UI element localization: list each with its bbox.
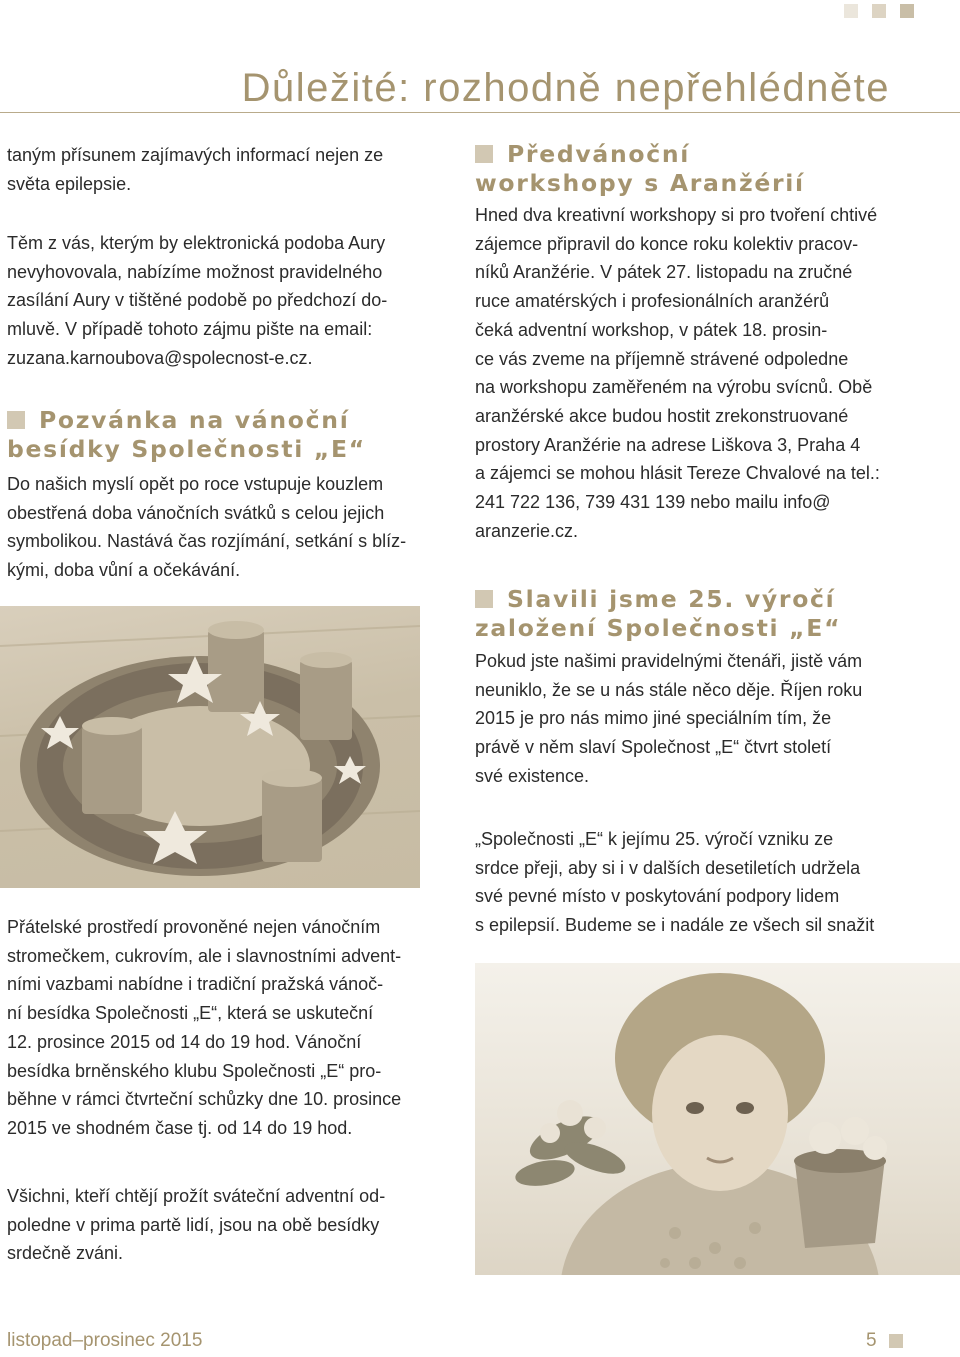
heading-line: založení Společnosti „E“ [475, 614, 842, 642]
left-print-offer [7, 229, 427, 373]
paragraph-line: 12. prosince 2015 od 14 do 19 hod. Vánoční [7, 1031, 362, 1052]
paragraph-line: zájemce připravil do konce roku kolektiv pracov- [475, 233, 859, 254]
website-link[interactable]: aranzerie.cz. [475, 520, 579, 541]
square-icon [844, 4, 858, 18]
paragraph-line: 2015 ve shodném čase tj. od 14 do 19 hod. [7, 1117, 353, 1138]
paragraph-line: ruce amatérských i profesionálních aranžérů [475, 291, 830, 312]
paragraph-line: 241 722 136, 739 431 139 nebo mailu info@ [475, 492, 831, 513]
wish-text [475, 825, 905, 940]
paragraph-line: srdečně zváni. [7, 1243, 124, 1264]
paragraph-line: „Společnosti „E“ k jejímu 25. výročí vzniku ze [475, 829, 834, 849]
advent-wreath-photo [0, 606, 420, 888]
square-icon [900, 4, 914, 18]
issue-date: listopad–prosinec 2015 [7, 1330, 203, 1351]
paragraph-line: Do našich myslí opět po roce vstupuje kouzlem [7, 474, 384, 494]
paragraph-line: stromečkem, cukrovím, ale i slavnostními advent- [7, 945, 402, 966]
paragraph-line: prostory Aranžérie na adrese Liškova 3, Praha 4 [475, 434, 861, 455]
paragraph-line: besídka brněnského klubu Společnosti „E“ pro- [7, 1060, 382, 1081]
heading-line: Pozvánka na vánoční [39, 406, 350, 434]
paragraph-line: obestřená doba vánočních svátků s celou jejich [7, 502, 385, 523]
paragraph-line: ními vazbami nabídne i tradiční pražská vánoč- [7, 974, 384, 995]
heading-line: Slavili jsme 25. výročí [507, 585, 836, 613]
paragraph-line: taným přísunem zajímavých informací nejen ze [7, 145, 384, 165]
paragraph-line: aranžérské akce budou hostit zrekonstruované [475, 405, 849, 426]
paragraph-line: své existence. [475, 765, 590, 786]
square-icon [872, 4, 886, 18]
workshop-heading [475, 140, 905, 198]
heading-line: workshopy s Aranžérií [475, 169, 805, 197]
paragraph-line: neuniklo, že se u nás stále něco děje. Říjen roku [475, 679, 863, 700]
paragraph-line: a zájemci se mohou hlásit Tereze Chvalové na tel.: [475, 463, 880, 484]
heading-line: besídky Společnosti „E“ [7, 435, 366, 463]
event-text [7, 913, 427, 1143]
square-bullet-icon [475, 145, 493, 163]
closing-text [7, 1182, 427, 1268]
paragraph-line: ce vás zveme na příjemně strávené odpoledne [475, 348, 849, 369]
paragraph-line: Všichni, kteří chtějí prožít sváteční adventní od- [7, 1186, 386, 1206]
paragraph-line: níků Aranžérie. V pátek 27. listopadu na zručné [475, 262, 853, 283]
paragraph-line: nevyhovovala, nabízíme možnost pravidelného [7, 261, 383, 282]
anniversary-heading [475, 585, 905, 643]
invite-heading [7, 406, 427, 464]
paragraph-line: poledne v prima partě lidí, jsou na obě besídky [7, 1214, 380, 1235]
paragraph-line: kými, doba vůní a očekávání. [7, 560, 241, 581]
paragraph-line: Těm z vás, kterým by elektronická podoba Aury [7, 233, 386, 253]
email-link[interactable]: zuzana.karnoubova@spolecnost-e.cz. [7, 347, 313, 368]
left-intro [7, 141, 427, 198]
square-bullet-icon [475, 590, 493, 608]
square-icon [889, 1334, 903, 1348]
paragraph-line: ní besídka Společnosti „E“, která se uskuteční [7, 1003, 374, 1024]
decorative-squares [844, 4, 914, 18]
paragraph-line: zasílání Aury v tištěné podobě po předchozí do- [7, 290, 388, 311]
square-bullet-icon [7, 411, 25, 429]
header-divider [0, 112, 960, 113]
paragraph-line: Hned dva kreativní workshopy si pro tvoření chtivé [475, 205, 878, 225]
page-number: 5 [866, 1330, 877, 1351]
anniversary-text [475, 647, 905, 791]
paragraph-line: právě v něm slaví Společnost „E“ čtvrt století [475, 737, 832, 758]
workshop-text [475, 201, 905, 545]
paragraph-line: mluvě. V případě tohoto zájmu pište na email: [7, 319, 373, 340]
paragraph-line: běhne v rámci čtvrteční schůzky dne 10. prosince [7, 1089, 402, 1110]
paragraph-line: světa epilepsie. [7, 173, 132, 194]
paragraph-line: na workshopu zaměřeném na výrobu svícnů. Obě [475, 377, 873, 398]
paragraph-line: s epilepsií. Budeme se i nadále ze všech sil snažit [475, 915, 875, 936]
paragraph-line: Přátelské prostředí provoněné nejen vánočním [7, 917, 381, 937]
child-with-flowers-photo [475, 963, 960, 1275]
paragraph-line: 2015 je pro nás mimo jiné speciálním tím, že [475, 708, 832, 729]
page-section-title: Důležité: rozhodně nepřehlédněte [241, 66, 890, 110]
paragraph-line: Pokud jste našimi pravidelnými čtenáři, jistě vám [475, 651, 863, 671]
paragraph-line: srdce přeji, aby si i v dalších desetiletích udržela [475, 857, 861, 878]
heading-line: Předvánoční [507, 140, 691, 168]
paragraph-line: čeká adventní workshop, v pátek 18. prosin- [475, 319, 828, 340]
invite-text [7, 470, 427, 585]
paragraph-line: své pevné místo v poskytování podpory lidem [475, 886, 840, 907]
paragraph-line: symbolikou. Nastává čas rozjímání, setkání s blíz- [7, 531, 407, 552]
